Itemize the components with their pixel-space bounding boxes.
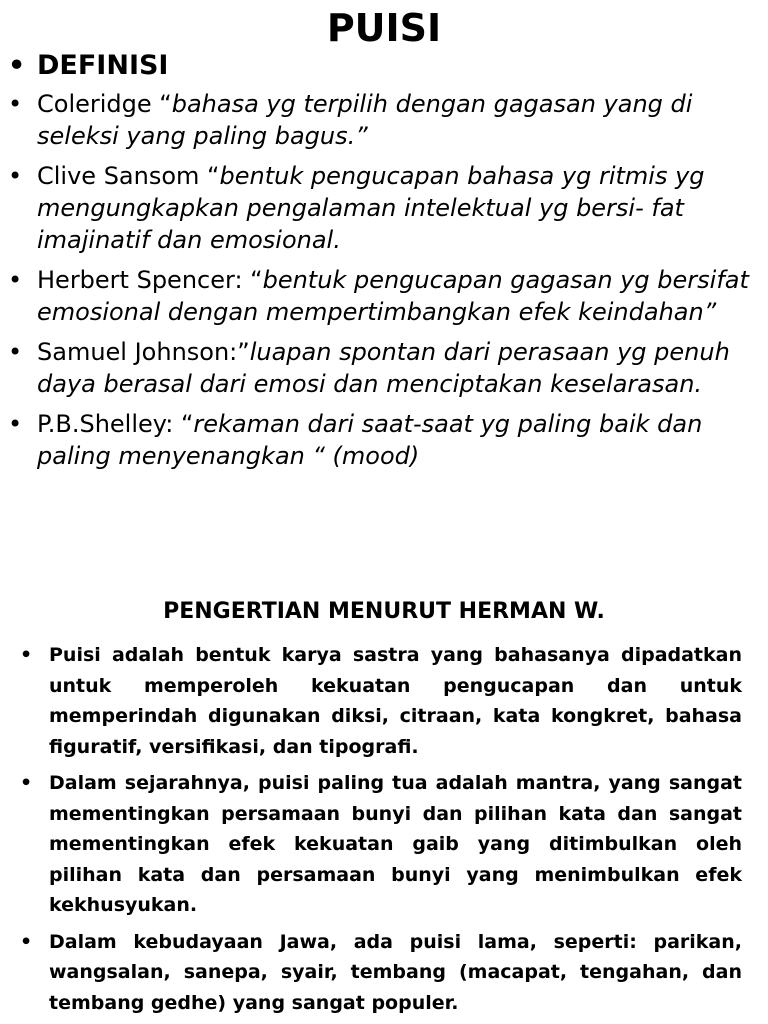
bullet-icon: • [20,644,33,666]
definition-quote: bahasa yg terpilih dengan gagasan yang di seleksi yang paling bagus.” [37,90,693,150]
bullet-icon: • [8,90,23,118]
bullet-icon: • [8,162,23,190]
definition-quote: luapan spontan dari perasaan yg penuh daya berasal dari emosi dan menciptakan keselarasan. [37,338,730,398]
definition-author: Coleridge “ [37,90,172,118]
bullet-icon: • [8,50,26,81]
definition-item [0,160,768,256]
point-text: Puisi adalah bentuk karya sastra yang bahasanya dipadatkan untuk memperoleh kekuatan pengucapan dan untuk memperindah digunakan diksi, citraan, kata kongkret, bahasa figuratif, versifikasi, dan tipografi. [49,644,742,758]
definition-quote: bentuk pengucapan gagasan yg bersifat emosional dengan mempertimbangkan efek keindahan” [37,266,749,326]
definition-author: P.B.Shelley: “ [37,410,194,438]
point-item [0,640,768,762]
point-list [0,640,768,1018]
point-item [0,768,768,921]
definition-list [0,50,768,472]
definition-item [0,408,768,472]
slide-subtitle: PENGERTIAN MENURUT HERMAN W. [163,599,605,624]
definition-item [0,336,768,400]
bullet-icon: • [20,930,33,953]
definition-author: Samuel Johnson:” [37,338,250,366]
bullet-icon: • [8,266,23,294]
definisi-heading: DEFINISI [37,50,169,81]
bullet-icon: • [20,772,33,794]
definition-quote: rekaman dari saat-saat yg paling baik dan paling menyenangkan “ (mood) [37,410,703,470]
definition-quote: bentuk pengucapan bahasa yg ritmis yg mengungkapkan pengalaman intelektual yg bersi- fat imajinatif dan emosional. [37,162,705,254]
slide-title: PUISI [326,6,442,50]
bullet-icon: • [8,410,23,438]
definition-item [0,264,768,328]
definition-author: Clive Sansom “ [37,162,220,190]
point-text: Dalam sejarahnya, puisi paling tua adalah mantra, yang sangat mementingkan persamaan bunyi dan pilihan kata dan sangat mementingkan efek kekuatan gaib yang ditimbulkan oleh pilihan kata dan persamaan bunyi yang menimbulkan efek kekhusyukan. [49,772,742,916]
definition-author: Herbert Spencer: “ [37,266,263,294]
list-heading [0,50,768,82]
point-item [0,927,768,1019]
definition-item [0,88,768,152]
bullet-icon: • [8,338,23,366]
slide-pengertian [0,560,768,1024]
point-text: Dalam kebudayaan Jawa, ada puisi lama, seperti: parikan, wangsalan, sanepa, syair, tembang (macapat, tengahan, dan tembang gedhe) yang sangat populer. [49,930,742,1014]
